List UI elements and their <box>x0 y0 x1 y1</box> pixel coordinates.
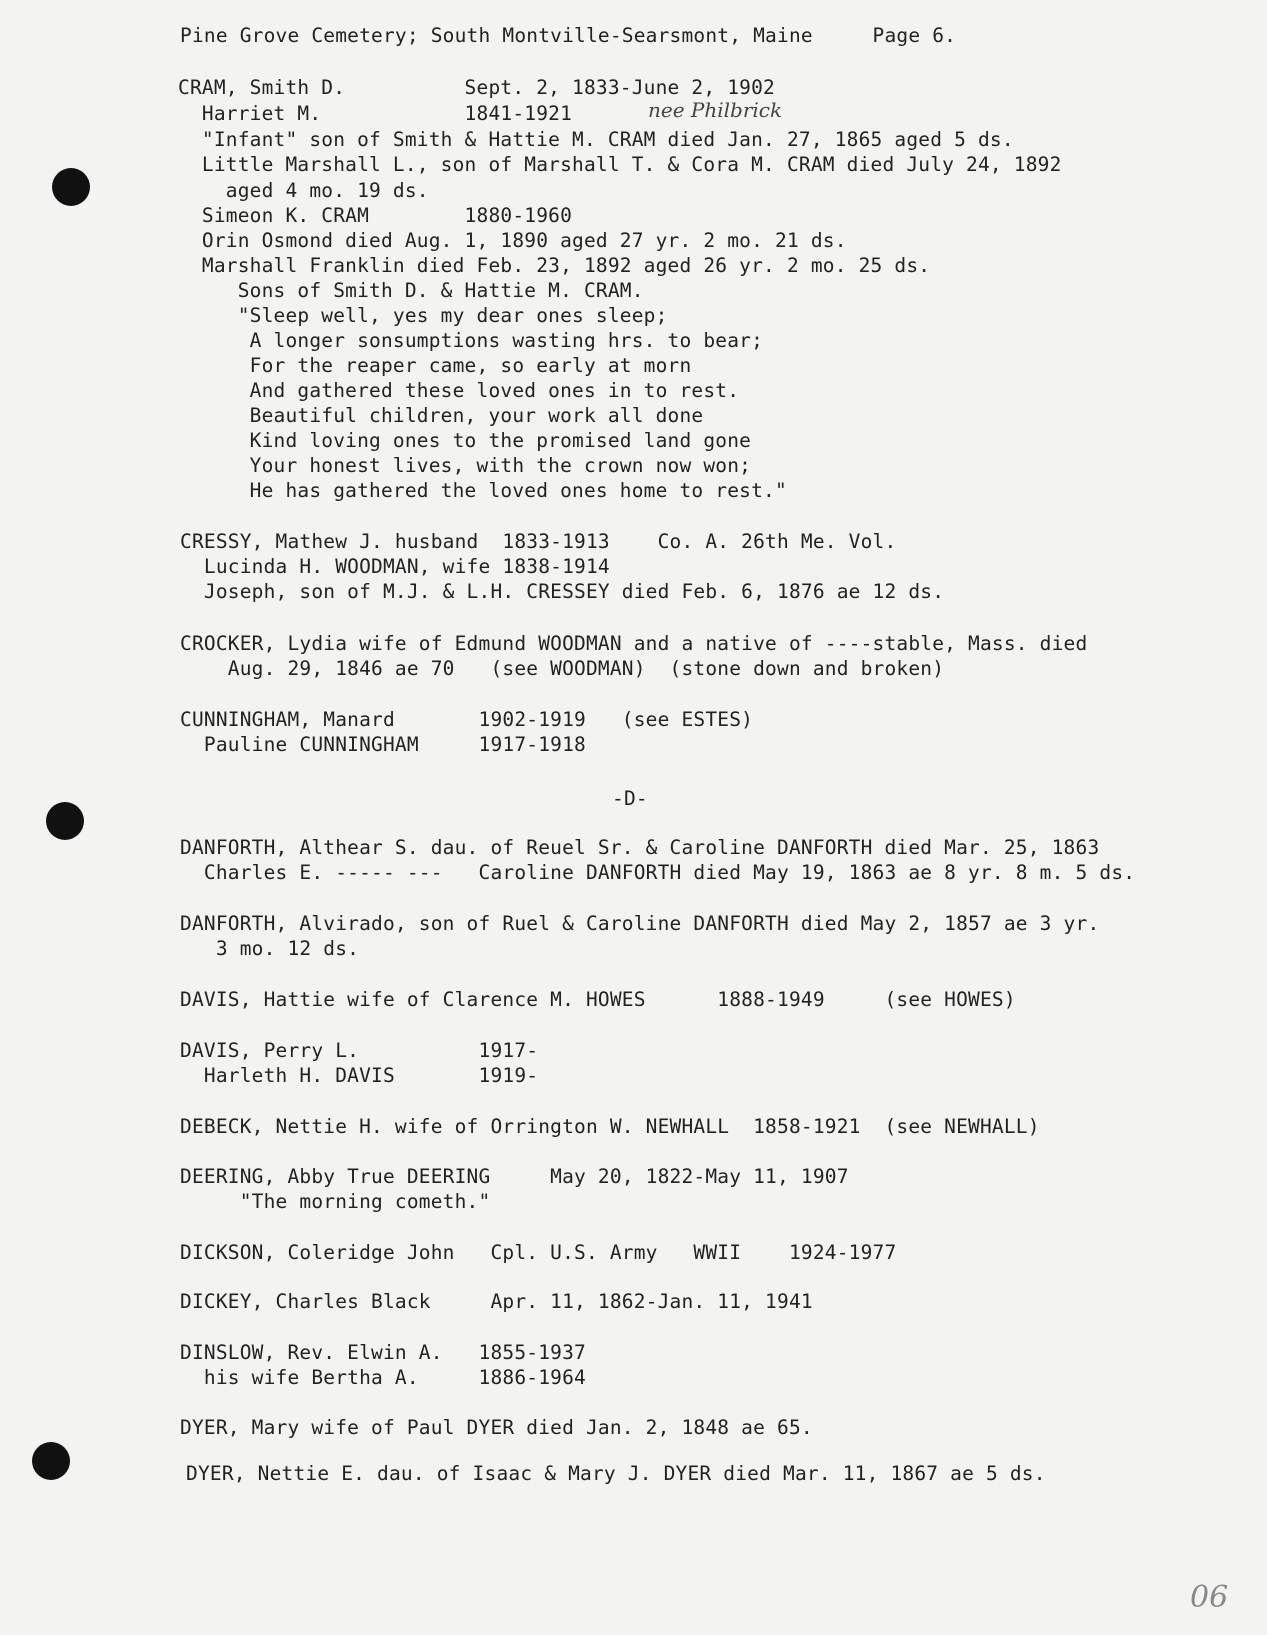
text-line: "Infant" son of Smith & Hattie M. CRAM died Jan. 27, 1865 aged 5 ds. <box>178 128 1014 151</box>
text-line: Aug. 29, 1846 ae 70 (see WOODMAN) (stone down and broken) <box>180 657 945 680</box>
epitaph-line: Beautiful children, your work all done <box>178 404 704 427</box>
text-line: 3 mo. 12 ds. <box>180 937 360 960</box>
text-line: Simeon K. CRAM 1880-1960 <box>178 204 573 227</box>
text-line: "The morning cometh." <box>180 1190 491 1213</box>
text-line: Marshall Franklin died Feb. 23, 1892 aged 26 yr. 2 mo. 25 ds. <box>178 254 931 277</box>
text-line: Harriet M. 1841-1921 <box>178 102 573 125</box>
text-line: DICKEY, Charles Black Apr. 11, 1862-Jan. 11, 1941 <box>180 1290 813 1313</box>
epitaph-line: Your honest lives, with the crown now won; <box>178 454 752 477</box>
text-line: Little Marshall L., son of Marshall T. & Cora M. CRAM died July 24, 1892 <box>178 153 1062 176</box>
text-line: Orin Osmond died Aug. 1, 1890 aged 27 yr. 2 mo. 21 ds. <box>178 229 847 252</box>
epitaph-line: He has gathered the loved ones home to rest." <box>178 479 787 502</box>
text-line: Lucinda H. WOODMAN, wife 1838-1914 <box>180 555 610 578</box>
text-line: CUNNINGHAM, Manard 1902-1919 (see ESTES) <box>180 708 754 731</box>
epitaph-line: For the reaper came, so early at morn <box>178 354 692 377</box>
text-line: Joseph, son of M.J. & L.H. CRESSEY died Feb. 6, 1876 ae 12 ds. <box>180 580 945 603</box>
page-header: Pine Grove Cemetery; South Montville-Searsmont, Maine Page 6. <box>180 24 957 47</box>
handwritten-note: nee Philbrick <box>648 98 783 122</box>
text-line: CRAM, Smith D. Sept. 2, 1833-June 2, 1902 <box>178 76 775 99</box>
punch-hole <box>52 168 90 206</box>
text-line: DANFORTH, Alvirado, son of Ruel & Caroline DANFORTH died May 2, 1857 ae 3 yr. <box>180 912 1100 935</box>
text-line: DEBECK, Nettie H. wife of Orrington W. NEWHALL 1858-1921 (see NEWHALL) <box>180 1115 1040 1138</box>
text-line: his wife Bertha A. 1886-1964 <box>180 1366 586 1389</box>
handwritten-page-number: 06 <box>1190 1580 1229 1615</box>
text-line: DEERING, Abby True DEERING May 20, 1822-May 11, 1907 <box>180 1165 849 1188</box>
epitaph-line: A longer sonsumptions wasting hrs. to bear; <box>178 329 764 352</box>
punch-hole <box>46 802 84 840</box>
text-line: DINSLOW, Rev. Elwin A. 1855-1937 <box>180 1341 586 1364</box>
text-line: Pauline CUNNINGHAM 1917-1918 <box>180 733 586 756</box>
punch-hole <box>32 1442 70 1480</box>
text-line: aged 4 mo. 19 ds. <box>178 179 429 202</box>
epitaph-line: And gathered these loved ones in to rest. <box>178 379 740 402</box>
text-line: CROCKER, Lydia wife of Edmund WOODMAN and a native of ----stable, Mass. died <box>180 632 1088 655</box>
text-line: DAVIS, Hattie wife of Clarence M. HOWES 1888-1949 (see HOWES) <box>180 988 1016 1011</box>
text-line: CRESSY, Mathew J. husband 1833-1913 Co. A. 26th Me. Vol. <box>180 530 897 553</box>
text-line: DYER, Nettie E. dau. of Isaac & Mary J. DYER died Mar. 11, 1867 ae 5 ds. <box>186 1462 1046 1485</box>
epitaph-line: "Sleep well, yes my dear ones sleep; <box>178 304 668 327</box>
text-line: DYER, Mary wife of Paul DYER died Jan. 2, 1848 ae 65. <box>180 1416 813 1439</box>
section-letter: -D- <box>612 787 648 810</box>
text-line: Charles E. ----- --- Caroline DANFORTH died May 19, 1863 ae 8 yr. 8 m. 5 ds. <box>180 861 1136 884</box>
text-line: Sons of Smith D. & Hattie M. CRAM. <box>178 279 644 302</box>
text-line: DICKSON, Coleridge John Cpl. U.S. Army WWII 1924-1977 <box>180 1241 897 1264</box>
epitaph-line: Kind loving ones to the promised land gone <box>178 429 752 452</box>
text-line: DANFORTH, Althear S. dau. of Reuel Sr. & Caroline DANFORTH died Mar. 25, 1863 <box>180 836 1100 859</box>
text-line: Harleth H. DAVIS 1919- <box>180 1064 539 1087</box>
text-line: DAVIS, Perry L. 1917- <box>180 1039 539 1062</box>
